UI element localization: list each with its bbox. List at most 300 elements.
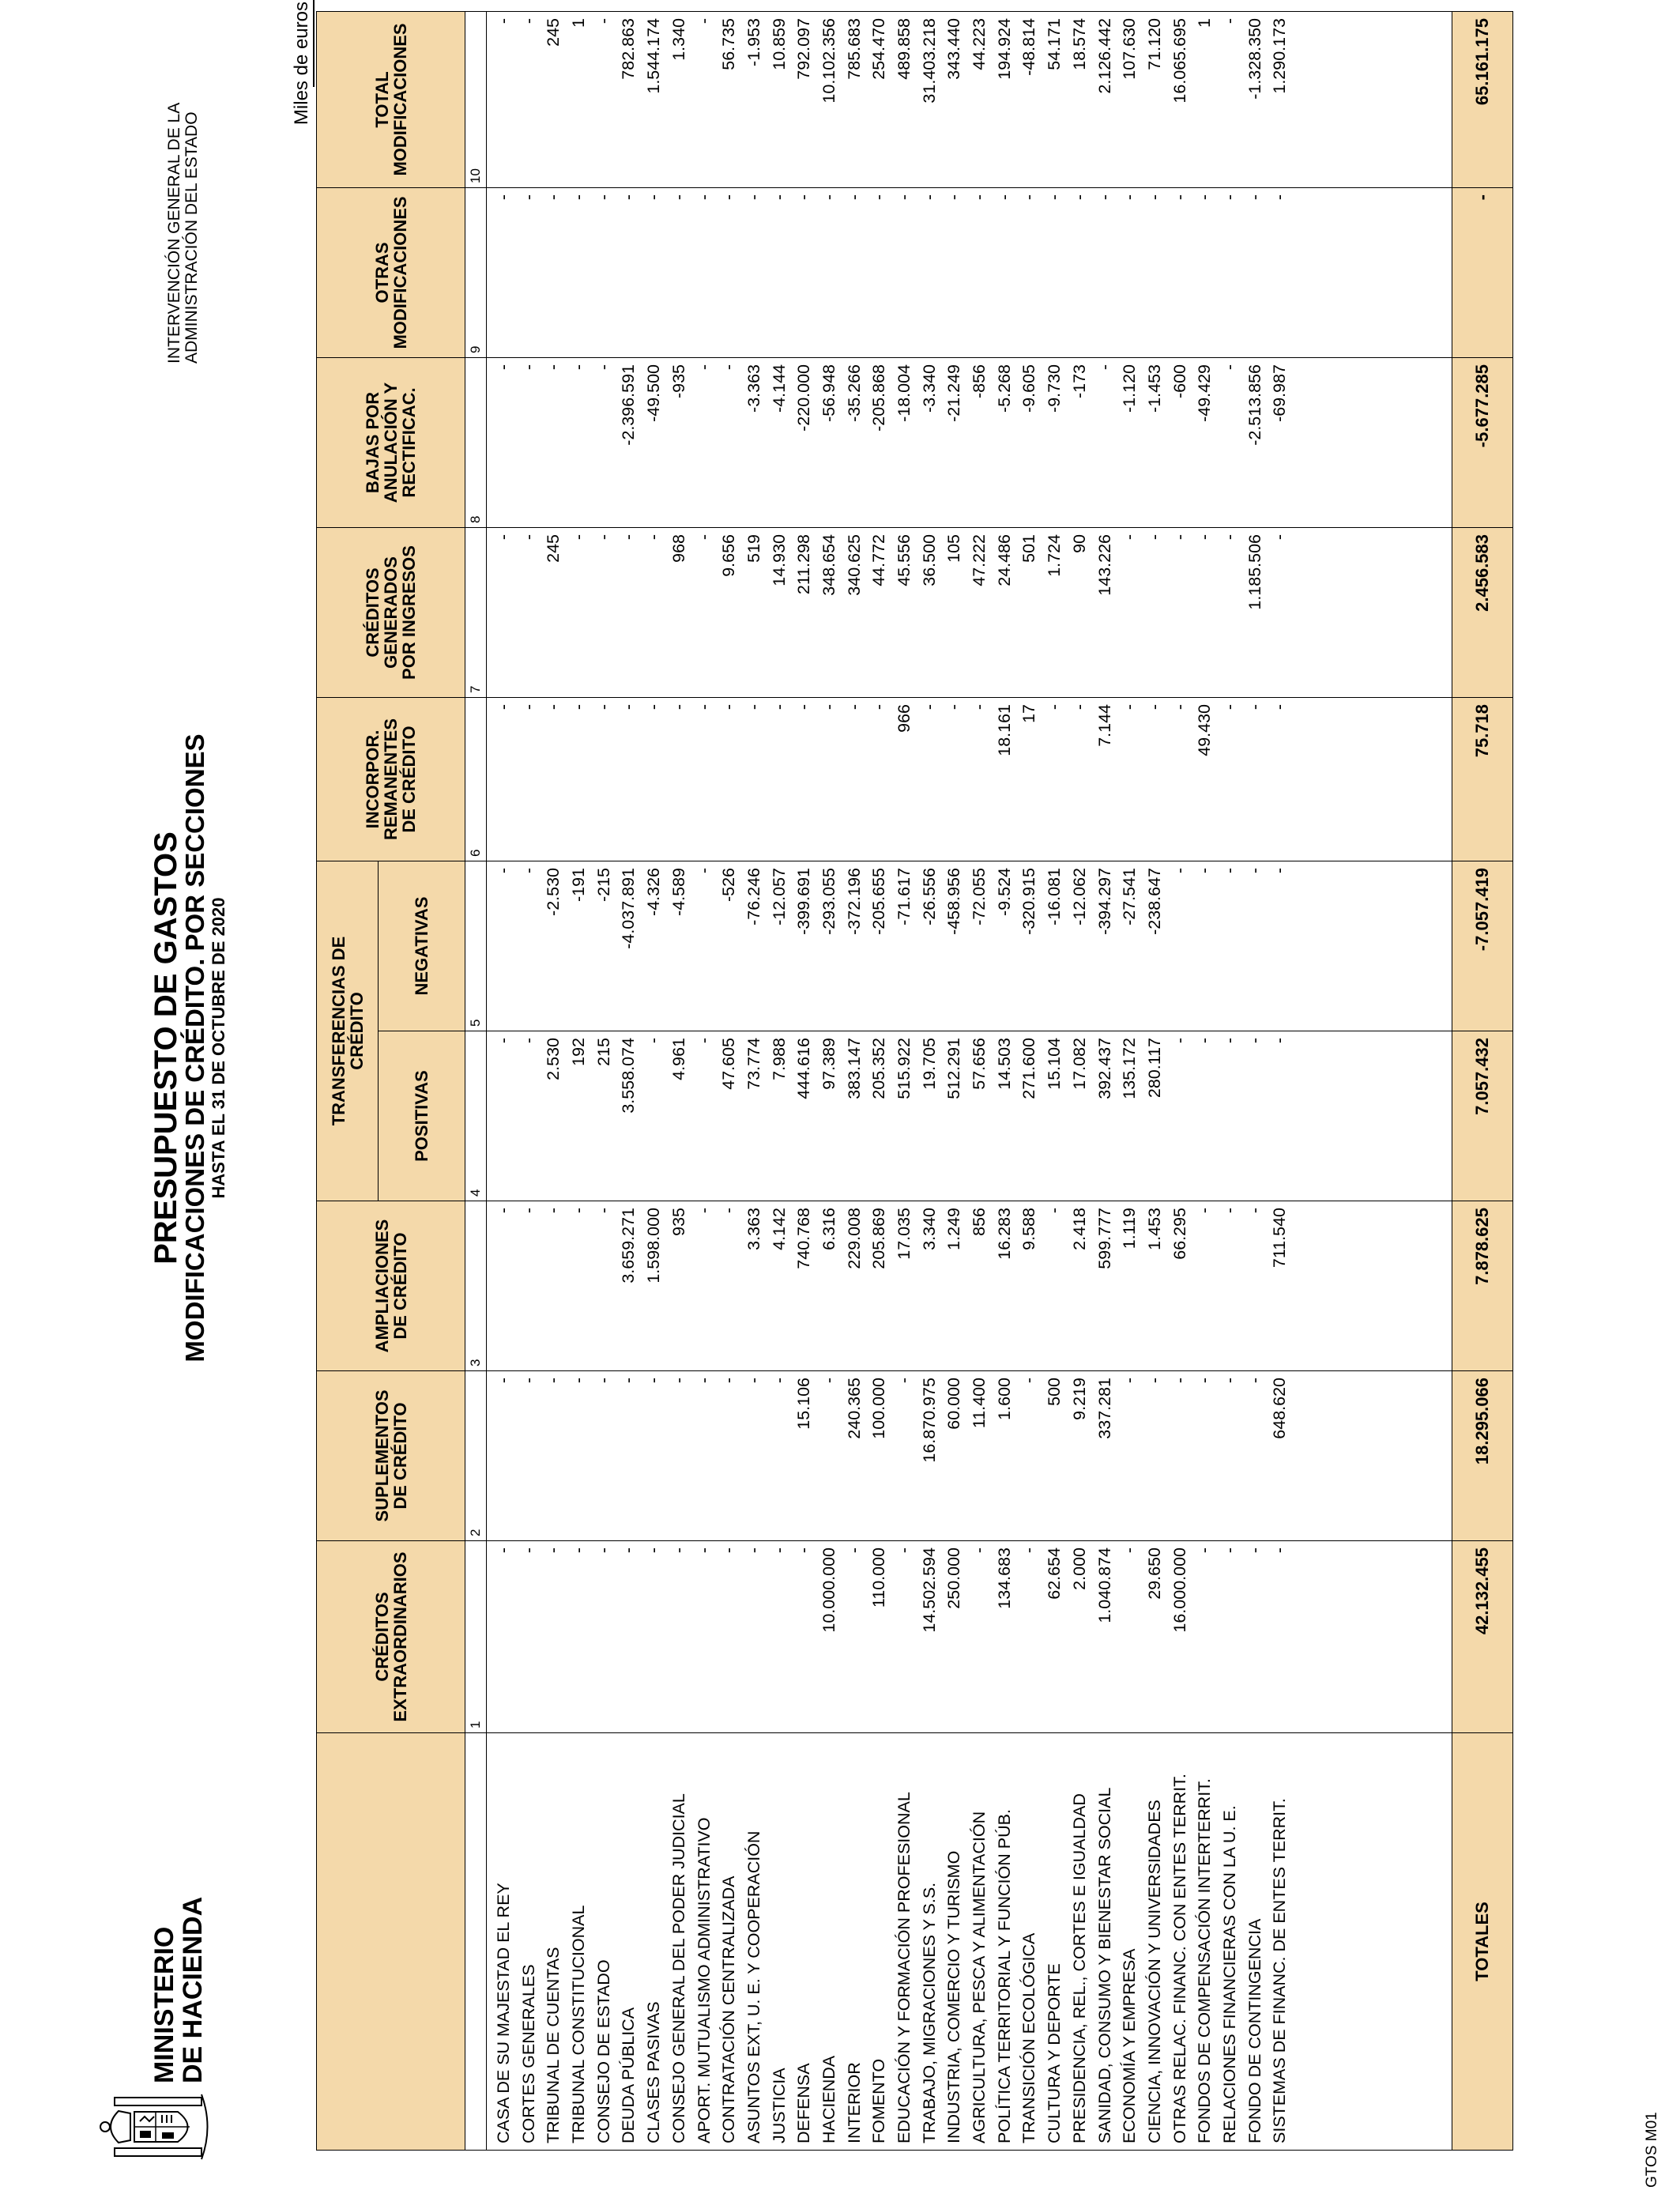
table-cell: - <box>970 194 989 201</box>
table-cell: 9.588 <box>1019 1208 1039 1250</box>
table-cell: -71.617 <box>895 867 913 925</box>
table-cell: - <box>1219 17 1239 25</box>
table-cell: - <box>494 1038 513 1044</box>
table-cell: - <box>1270 1547 1290 1554</box>
table-cell: - <box>694 1378 714 1384</box>
column-number: 4 <box>465 1031 487 1201</box>
table-cell: 1.453 <box>1144 1208 1164 1250</box>
table-cell: - <box>719 364 739 371</box>
table-cell: 36.500 <box>919 533 939 586</box>
table-cell: - <box>644 1038 664 1044</box>
table-cell: - <box>1195 867 1215 874</box>
table-cell: 14.503 <box>994 1038 1014 1090</box>
table-cell: -9.730 <box>1045 364 1064 413</box>
table-cell: - <box>569 703 589 711</box>
table-cell: - <box>1019 1547 1039 1554</box>
table-cell: 245 <box>544 17 563 47</box>
table-cell: -238.647 <box>1144 867 1164 935</box>
table-cell: - <box>1045 1208 1064 1214</box>
table-cell: -49.500 <box>644 364 664 422</box>
table-cell: - <box>844 1547 864 1554</box>
column-number: 9 <box>465 187 487 357</box>
table-cell: 44.223 <box>970 17 989 70</box>
section-name: FONDOS DE COMPENSACIÓN INTERTERRIT. <box>1195 1778 1215 2143</box>
section-name: TRANSICIÓN ECOLÓGICA <box>1019 1932 1039 2143</box>
table-cell: - <box>895 1378 913 1384</box>
total-ampliaciones: 7.878.625 <box>1452 1201 1513 1371</box>
table-cell: 17 <box>1019 703 1039 723</box>
table-cell: - <box>794 703 814 711</box>
table-cell: - <box>1270 1038 1290 1044</box>
header-transferencias: TRANSFERENCIAS DE CRÉDITO <box>317 861 379 1201</box>
table-cell: 392.437 <box>1094 1038 1114 1099</box>
generados-column <box>487 527 1452 697</box>
table-cell: 515.922 <box>895 1038 913 1099</box>
column-number: 3 <box>465 1201 487 1371</box>
column-number: 5 <box>465 861 487 1031</box>
table-cell: 57.656 <box>970 1038 989 1090</box>
table-cell: -9.605 <box>1019 364 1039 413</box>
table-cell: -1.328.350 <box>1245 17 1264 100</box>
table-cell: - <box>669 703 688 711</box>
table-cell: - <box>694 1547 714 1554</box>
totals-label: TOTALES <box>1452 1733 1513 2151</box>
table-cell: -320.915 <box>1019 867 1039 935</box>
section-name: TRIBUNAL DE CUENTAS <box>544 1947 563 2143</box>
table-cell: 47.605 <box>719 1038 739 1090</box>
table-cell: - <box>569 1378 589 1384</box>
table-cell: 785.683 <box>844 17 864 80</box>
table-cell: - <box>494 867 513 874</box>
table-cell: 340.625 <box>844 533 864 596</box>
table-cell: - <box>544 194 563 201</box>
table-cell: 968 <box>669 533 688 563</box>
table-cell: - <box>1195 1208 1215 1214</box>
section-name: CIENCIA, INNOVACIÓN Y UNIVERSIDADES <box>1144 1800 1164 2143</box>
table-cell: -12.057 <box>769 867 789 925</box>
table-cell: 1.119 <box>1120 1208 1139 1250</box>
table-cell: 18.161 <box>994 703 1014 756</box>
table-cell: 24.486 <box>994 533 1014 586</box>
table-cell: - <box>744 1378 763 1384</box>
table-cell: -205.655 <box>869 867 889 935</box>
section-name: SISTEMAS DE FINANC. DE ENTES TERRIT. <box>1270 1798 1290 2143</box>
total-otras: - <box>1452 187 1513 357</box>
table-cell: 66.295 <box>1170 1208 1189 1260</box>
table-cell: - <box>518 533 538 541</box>
table-cell: 229.008 <box>844 1208 864 1269</box>
table-cell: -2.396.591 <box>619 364 638 446</box>
section-name: OTRAS RELAC. FINANC. CON ENTES TERRIT. <box>1170 1774 1189 2143</box>
table-cell: - <box>694 703 714 711</box>
header-ampliaciones: AMPLIACIONES DE CRÉDITO <box>317 1201 465 1371</box>
table-cell: - <box>1245 1208 1264 1214</box>
table-cell: 62.654 <box>1045 1547 1064 1600</box>
table-cell: - <box>669 1378 688 1384</box>
table-cell: 16.870.975 <box>919 1378 939 1463</box>
table-cell: 3.558.074 <box>619 1038 638 1114</box>
section-name: JUSTICIA <box>769 2068 789 2143</box>
table-cell: -76.246 <box>744 867 763 925</box>
table-cell: - <box>494 1547 513 1554</box>
table-cell: - <box>719 194 739 201</box>
section-name: SANIDAD, CONSUMO Y BIENESTAR SOCIAL <box>1094 1787 1114 2143</box>
table-cell: -1.120 <box>1120 364 1139 413</box>
table-cell: -4.144 <box>769 364 789 413</box>
table-cell: - <box>1120 1547 1139 1554</box>
table-cell: 45.556 <box>895 533 913 586</box>
table-cell: -293.055 <box>819 867 838 935</box>
total-column <box>487 11 1452 187</box>
table-cell: - <box>694 867 714 874</box>
section-name: HACIENDA <box>819 2055 838 2143</box>
table-cell: 211.298 <box>794 533 814 595</box>
table-cell: 205.352 <box>869 1038 889 1099</box>
table-cell: - <box>593 194 613 201</box>
table-cell: 1.544.174 <box>644 17 664 94</box>
table-cell: 711.540 <box>1270 1208 1290 1269</box>
table-cell: - <box>1120 533 1139 541</box>
negativas-column <box>487 861 1452 1031</box>
table-cell: - <box>694 17 714 25</box>
column-number: 1 <box>465 1541 487 1733</box>
table-cell: -27.541 <box>1120 867 1139 925</box>
table-cell: - <box>619 1547 638 1554</box>
table-cell: 16.065.695 <box>1170 17 1189 104</box>
section-name: RELACIONES FINANCIERAS CON LA U. E. <box>1219 1805 1239 2143</box>
table-cell: - <box>1245 1547 1264 1554</box>
table-cell: - <box>1219 1038 1239 1044</box>
column-number: 2 <box>465 1371 487 1541</box>
table-cell: 18.574 <box>1069 17 1089 70</box>
table-cell: - <box>895 1547 913 1554</box>
section-name: PRESIDENCIA, REL., CORTES E IGUALDAD <box>1069 1793 1089 2143</box>
table-cell: - <box>1144 194 1164 201</box>
section-name: CLASES PASIVAS <box>644 2001 664 2143</box>
total-extraordinarios: 42.132.455 <box>1452 1541 1513 1733</box>
table-cell: 14.930 <box>769 533 789 586</box>
table-cell: - <box>694 1038 714 1044</box>
section-name: TRABAJO, MIGRACIONES Y S.S. <box>919 1882 939 2143</box>
page-title-block <box>150 613 229 1483</box>
table-cell: -3.340 <box>919 364 939 413</box>
table-cell: - <box>518 867 538 874</box>
table-cell: 194.924 <box>994 17 1014 80</box>
table-cell: - <box>1219 703 1239 711</box>
table-cell: 7.144 <box>1094 703 1114 747</box>
table-cell: -26.556 <box>919 867 939 925</box>
table-cell: -9.524 <box>994 867 1014 916</box>
table-cell: 56.735 <box>719 17 739 70</box>
table-cell: 3.363 <box>744 1208 763 1250</box>
table-cell: -600 <box>1170 364 1189 399</box>
table-cell: 519 <box>744 533 763 563</box>
section-name: AGRICULTURA, PESCA Y ALIMENTACIÓN <box>970 1811 989 2143</box>
table-cell: - <box>569 194 589 201</box>
table-cell: - <box>644 194 664 201</box>
table-cell: - <box>569 364 589 371</box>
table-cell: 10.859 <box>769 17 789 70</box>
table-cell: - <box>644 1378 664 1384</box>
section-name: DEFENSA <box>794 2063 814 2143</box>
table-cell: 501 <box>1019 533 1039 563</box>
table-cell: -16.081 <box>1045 867 1064 925</box>
section-name: CASA DE SU MAJESTAD EL REY <box>494 1883 513 2143</box>
total-modificaciones: 65.161.175 <box>1452 11 1513 187</box>
table-cell: - <box>1045 194 1064 201</box>
table-cell: - <box>1245 1378 1264 1384</box>
section-name: ASUNTOS EXT, U. E. Y COOPERACIÓN <box>744 1830 763 2143</box>
table-cell: - <box>494 194 513 201</box>
table-cell: -18.004 <box>895 364 913 422</box>
table-cell: 512.291 <box>944 1038 964 1099</box>
table-cell: -56.948 <box>819 364 838 422</box>
table-cell: - <box>719 1208 739 1214</box>
table-cell: - <box>895 194 913 201</box>
table-cell: -4.589 <box>669 867 688 916</box>
table-cell: - <box>1270 194 1290 201</box>
table-cell: 14.502.594 <box>919 1547 939 1633</box>
table-cell: 444.616 <box>794 1038 814 1099</box>
header-otras: OTRAS MODIFICACIONES <box>317 187 465 357</box>
table-cell: 254.470 <box>869 17 889 80</box>
table-cell: - <box>1170 1038 1189 1044</box>
table-cell: 10.000.000 <box>819 1547 838 1633</box>
table-cell: 107.630 <box>1120 17 1139 80</box>
table-cell: 337.281 <box>1094 1378 1114 1439</box>
table-cell: 7.988 <box>769 1038 789 1080</box>
table-cell: -458.956 <box>944 867 964 935</box>
table-cell: - <box>1270 867 1290 874</box>
table-cell: - <box>1144 533 1164 541</box>
table-cell: - <box>644 703 664 711</box>
table-cell: - <box>1170 703 1189 711</box>
table-cell: - <box>644 1547 664 1554</box>
table-cell: 489.858 <box>895 17 913 80</box>
table-cell: 280.117 <box>1144 1038 1164 1099</box>
table-cell: - <box>544 1547 563 1554</box>
totals-row <box>1452 11 1513 2150</box>
table-cell: 250.000 <box>944 1547 964 1609</box>
units-underline <box>313 0 315 87</box>
table-cell: - <box>769 1547 789 1554</box>
table-cell: - <box>669 1547 688 1554</box>
table-cell: 215 <box>593 1038 613 1066</box>
table-cell: - <box>1120 1378 1139 1384</box>
section-name: EDUCACIÓN Y FORMACIÓN PROFESIONAL <box>895 1792 913 2143</box>
table-cell: -21.249 <box>944 364 964 422</box>
table-cell: - <box>518 703 538 711</box>
table-cell: -191 <box>569 867 589 903</box>
header-total: TOTAL MODIFICACIONES <box>317 11 465 187</box>
table-cell: 192 <box>569 1038 589 1066</box>
header-extraordinarios: CRÉDITOS EXTRAORDINARIOS <box>317 1541 465 1733</box>
table-cell: 1.724 <box>1045 533 1064 577</box>
table-cell: - <box>569 533 589 541</box>
table-cell: 16.000.000 <box>1170 1547 1189 1633</box>
table-cell: -399.691 <box>794 867 814 935</box>
table-cell: - <box>970 703 989 711</box>
table-cell: - <box>1195 194 1215 201</box>
table-cell: - <box>919 703 939 711</box>
table-cell: -1.953 <box>744 17 763 66</box>
section-name: FOMENTO <box>869 2058 889 2143</box>
section-name: CONSEJO DE ESTADO <box>593 1959 613 2143</box>
table-cell: - <box>518 17 538 25</box>
table-cell: 1 <box>569 17 589 28</box>
header-positivas: POSITIVAS <box>379 1031 465 1201</box>
table-cell: 6.316 <box>819 1208 838 1250</box>
ministry-line2: DE HACIENDA <box>178 1896 208 2083</box>
table-cell: - <box>769 703 789 711</box>
table-cell: - <box>944 194 964 201</box>
table-cell: 1.249 <box>944 1208 964 1250</box>
table-cell: - <box>544 1378 563 1384</box>
table-cell: - <box>1195 1547 1215 1554</box>
table-cell: - <box>593 533 613 541</box>
table-cell: -4.326 <box>644 867 664 916</box>
intervention-line1: INTERVENCIÓN GENERAL DE LA <box>165 102 183 364</box>
table-cell: - <box>1170 533 1189 541</box>
table-cell: 29.650 <box>1144 1547 1164 1600</box>
table-cell: - <box>1219 194 1239 201</box>
table-cell: - <box>644 533 664 541</box>
table-cell: -49.429 <box>1195 364 1215 422</box>
table-cell: - <box>1144 703 1164 711</box>
table-cell: 97.389 <box>819 1038 838 1090</box>
table-cell: 19.705 <box>919 1038 939 1090</box>
table-cell: - <box>719 703 739 711</box>
table-cell: 343.440 <box>944 17 964 80</box>
table-cell: - <box>744 194 763 201</box>
table-cell: 383.147 <box>844 1038 864 1099</box>
table-cell: - <box>819 194 838 201</box>
table-cell: - <box>1195 533 1215 541</box>
table-cell: 599.777 <box>1094 1208 1114 1269</box>
table-cell: - <box>593 1547 613 1554</box>
table-cell: - <box>769 1378 789 1384</box>
table-cell: - <box>619 1378 638 1384</box>
table-cell: - <box>1219 867 1239 874</box>
table-cell: 240.365 <box>844 1378 864 1439</box>
ministry-line1: MINISTERIO <box>149 1926 179 2083</box>
table-cell: 143.226 <box>1094 533 1114 596</box>
table-cell: - <box>744 703 763 711</box>
table-cell: 3.659.271 <box>619 1208 638 1284</box>
table-cell: 16.283 <box>994 1208 1014 1260</box>
table-cell: 31.403.218 <box>919 17 939 104</box>
column-number: 6 <box>465 697 487 861</box>
table-cell: 1.290.173 <box>1270 17 1290 94</box>
extraordinarios-column <box>487 1541 1452 1733</box>
table-cell: 782.863 <box>619 17 638 80</box>
section-name: APORT. MUTUALISMO ADMINISTRATIVO <box>694 1817 714 2143</box>
section-name: POLÍTICA TERRITORIAL Y FUNCIÓN PÚB. <box>994 1809 1014 2143</box>
total-positivas: 7.057.432 <box>1452 1031 1513 1201</box>
table-cell: 2.126.442 <box>1094 17 1114 94</box>
table-cell: - <box>1120 703 1139 711</box>
table-cell: - <box>694 1208 714 1214</box>
table-cell: -35.266 <box>844 364 864 422</box>
table-cell: 17.082 <box>1069 1038 1089 1090</box>
table-cell: - <box>794 1547 814 1554</box>
table-cell: - <box>1094 194 1114 201</box>
table-cell: -5.268 <box>994 364 1014 413</box>
table-cell: - <box>1170 194 1189 201</box>
table-cell: 1.185.506 <box>1245 533 1264 610</box>
section-name: CONSEJO GENERAL DEL PODER JUDICIAL <box>669 1793 688 2143</box>
table-cell: - <box>1094 364 1114 371</box>
table-cell: - <box>994 194 1014 201</box>
table-cell: 9.219 <box>1069 1378 1089 1420</box>
positivas-column <box>487 1031 1452 1201</box>
table-cell: 15.104 <box>1045 1038 1064 1090</box>
table-cell: - <box>1245 703 1264 711</box>
page-subtitle: MODIFICACIONES DE CRÉDITO. POR SECCIONES <box>180 733 209 1363</box>
table-cell: - <box>1170 867 1189 874</box>
table-cell: - <box>1219 1208 1239 1214</box>
table-cell: 3.340 <box>919 1208 939 1250</box>
table-cell: - <box>1019 1378 1039 1384</box>
table-cell: - <box>494 364 513 371</box>
table-cell: - <box>1170 1378 1189 1384</box>
table-cell: - <box>494 1208 513 1214</box>
section-header-cell <box>317 1733 465 2151</box>
total-suplementos: 18.295.066 <box>1452 1371 1513 1541</box>
table-cell: - <box>544 703 563 711</box>
section-name: INDUSTRIA, COMERCIO Y TURISMO <box>944 1850 964 2143</box>
table-cell: -72.055 <box>970 867 989 925</box>
table-cell: - <box>1219 364 1239 371</box>
column-number-blank <box>465 1733 487 2151</box>
table-cell: - <box>593 364 613 371</box>
table-cell: -372.196 <box>844 867 864 935</box>
table-cell: - <box>869 194 889 201</box>
table-cell: 792.097 <box>794 17 814 80</box>
column-number: 7 <box>465 527 487 697</box>
section-name: CORTES GENERALES <box>518 1964 538 2143</box>
table-cell: - <box>518 194 538 201</box>
table-cell: - <box>819 1378 838 1384</box>
table-cell: - <box>694 533 714 541</box>
table-cell: - <box>494 1378 513 1384</box>
table-cell: 15.106 <box>794 1378 814 1430</box>
table-cell: 245 <box>544 533 563 563</box>
table-cell: - <box>569 1208 589 1214</box>
table-cell: - <box>669 194 688 201</box>
table-cell: -3.363 <box>744 364 763 413</box>
table-cell: 500 <box>1045 1378 1064 1406</box>
table-cell: 9.656 <box>719 533 739 577</box>
table-cell: -173 <box>1069 364 1089 399</box>
table-cell: 935 <box>669 1208 688 1236</box>
table-cell: - <box>1219 1378 1239 1384</box>
table-cell: - <box>593 17 613 25</box>
table-cell: -12.062 <box>1069 867 1089 925</box>
table-cell: - <box>794 194 814 201</box>
table-cell: - <box>1219 533 1239 541</box>
otras-column <box>487 187 1452 357</box>
table-cell: - <box>518 1038 538 1044</box>
table-cell: 44.772 <box>869 533 889 586</box>
table-cell: 100.000 <box>869 1378 889 1439</box>
table-cell: - <box>1069 194 1089 201</box>
table-cell: 2.000 <box>1069 1547 1089 1590</box>
table-cell: 205.869 <box>869 1208 889 1269</box>
section-name: ECONOMÍA Y EMPRESA <box>1120 1948 1139 2143</box>
section-name: CONTRATACIÓN CENTRALIZADA <box>719 1875 739 2143</box>
table-cell: -526 <box>719 867 739 903</box>
